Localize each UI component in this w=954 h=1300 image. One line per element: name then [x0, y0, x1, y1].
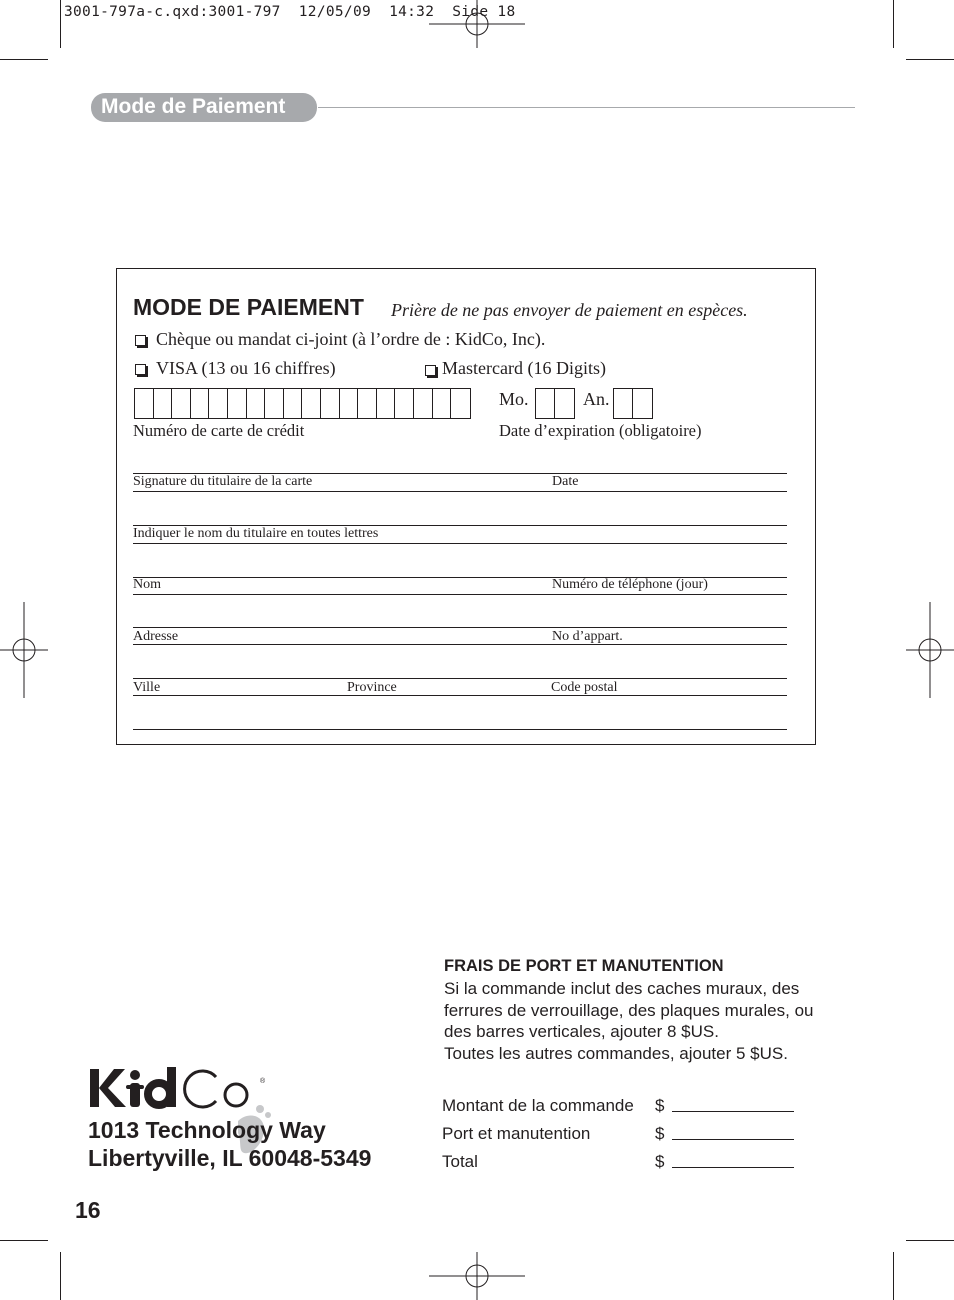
card-number-boxes[interactable]	[134, 388, 471, 419]
visa-option-checkbox[interactable]	[135, 364, 146, 375]
address-field[interactable]	[133, 627, 787, 628]
mastercard-option-label: Mastercard (16 Digits)	[442, 358, 606, 378]
shipping-heading: FRAIS DE PORT ET MANUTENTION	[444, 957, 724, 975]
row-rule	[133, 695, 787, 696]
month-label: Mo.	[499, 389, 529, 409]
row-rule	[133, 594, 787, 595]
order-amount-field[interactable]	[672, 1111, 794, 1112]
print-name-label: Indiquer le nom du titulaire en toutes lettres	[133, 526, 379, 541]
page-number: 16	[75, 1197, 101, 1223]
registration-mark	[0, 602, 48, 698]
crop-mark	[0, 1240, 48, 1241]
city-label: Ville	[133, 680, 161, 695]
crop-mark	[893, 1252, 894, 1300]
phone-label: Numéro de téléphone (jour)	[552, 577, 708, 592]
shipping-line: Toutes les autres commandes, ajouter 5 $US.	[444, 1043, 788, 1063]
shipping-text	[444, 978, 844, 1064]
year-boxes[interactable]	[613, 388, 653, 419]
section-rule	[318, 107, 855, 108]
crop-mark	[0, 59, 48, 60]
svg-text:®: ®	[260, 1078, 266, 1085]
name-label: Nom	[133, 577, 161, 592]
form-note: Prière de ne pas envoyer de paiement en espèces.	[391, 300, 748, 320]
shipping-handling-field[interactable]	[672, 1139, 794, 1140]
crop-mark	[893, 0, 894, 48]
row-rule	[133, 644, 787, 645]
crop-mark	[906, 59, 954, 60]
card-number-label: Numéro de carte de crédit	[133, 421, 305, 440]
extra-field[interactable]	[133, 729, 787, 730]
currency-sign: $	[655, 1096, 665, 1115]
month-boxes[interactable]	[535, 388, 575, 419]
apt-label: No d’appart.	[552, 629, 623, 644]
shipping-handling-label: Port et manutention	[442, 1124, 591, 1143]
currency-sign: $	[655, 1152, 665, 1171]
total-label: Total	[442, 1152, 478, 1171]
address-label: Adresse	[133, 629, 179, 644]
address-line-1: 1013 Technology Way	[88, 1117, 326, 1143]
province-label: Province	[347, 680, 397, 695]
total-field[interactable]	[672, 1167, 794, 1168]
city-field[interactable]	[133, 678, 787, 679]
visa-option-label: VISA (13 ou 16 chiffres)	[156, 358, 336, 378]
signature-label: Signature du titulaire de la carte	[133, 474, 313, 489]
postal-label: Code postal	[551, 680, 618, 695]
row-rule	[133, 543, 787, 544]
shipping-line: ferrures de verrouillage, des plaques murales, ou	[444, 1000, 814, 1020]
mastercard-option-checkbox[interactable]	[425, 365, 436, 376]
check-option-checkbox[interactable]	[135, 335, 146, 346]
shipping-line: des barres verticales, ajouter 8 $US.	[444, 1022, 719, 1041]
section-title-pill	[91, 93, 317, 122]
year-label: An.	[583, 389, 610, 409]
shipping-line: Si la commande inclut des caches muraux, des	[444, 979, 800, 998]
form-title: MODE DE PAIEMENT	[133, 294, 364, 320]
currency-sign: $	[655, 1124, 665, 1143]
registration-mark	[906, 602, 954, 698]
row-rule	[133, 491, 787, 492]
crop-mark	[906, 1240, 954, 1241]
section-title: Mode de Paiement	[101, 95, 286, 118]
address-line-2: Libertyville, IL 60048-5349	[88, 1145, 372, 1171]
check-option-label: Chèque ou mandat ci-joint (à l’ordre de : KidCo, Inc).	[156, 329, 546, 349]
crop-mark	[60, 0, 61, 48]
order-amount-label: Montant de la commande	[442, 1096, 634, 1115]
date-label: Date	[552, 474, 579, 489]
registration-mark	[429, 1252, 525, 1300]
print-slug: 3001-797a-c.qxd:3001-797 12/05/09 14:32 Side 18	[64, 4, 516, 20]
crop-mark	[60, 1252, 61, 1300]
expiration-label: Date d’expiration (obligatoire)	[499, 421, 702, 440]
